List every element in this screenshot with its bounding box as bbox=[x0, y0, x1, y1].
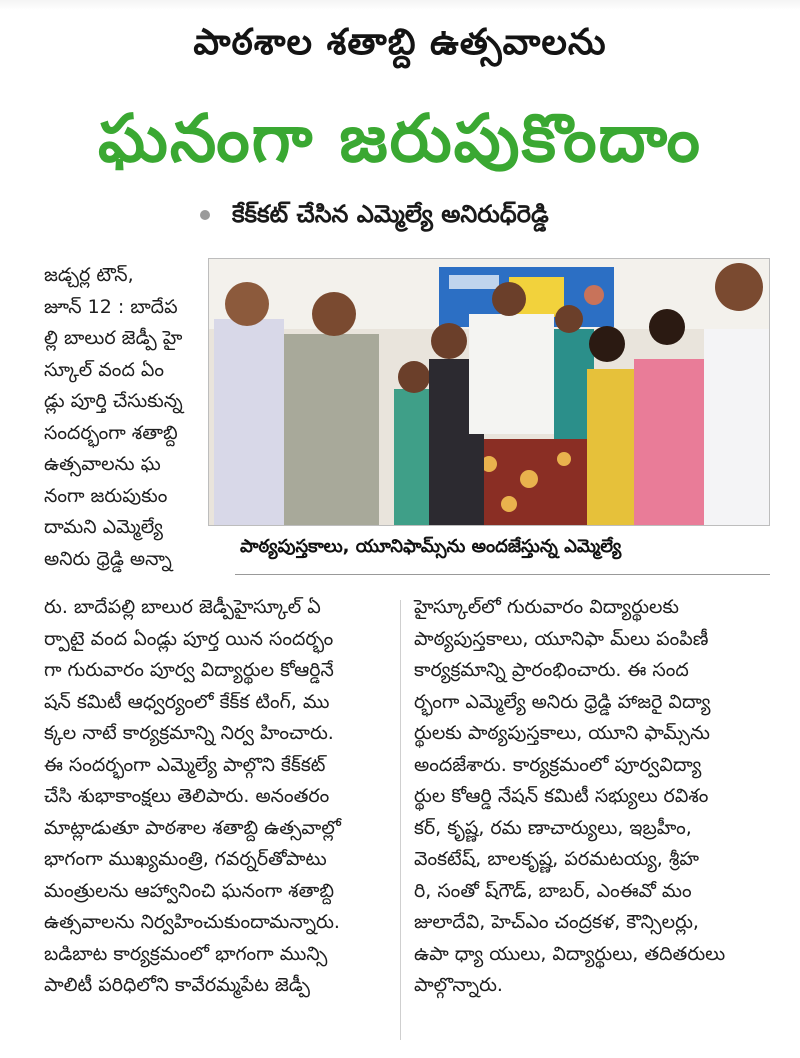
body-line: ఉత్సవాలను ఘ bbox=[44, 453, 161, 475]
body-line: కార్యక్రమాన్ని ప్రారంభించారు. ఈ సంద bbox=[414, 659, 689, 681]
body-line: చేసి శుభాకాంక్షలు తెలిపారు. అనంతరం bbox=[44, 785, 330, 807]
column-divider bbox=[400, 600, 401, 1040]
body-line: నంగా జరుపుకుం bbox=[44, 484, 168, 507]
subhead-text: కేక్‌కట్ చేసిన ఎమ్మెల్యే అనిరుధ్‌రెడ్డి bbox=[232, 200, 549, 228]
body-line: పాఠ్యపుస్తకాలు, యూనిఫా మ్‌లు పంపిణీ bbox=[414, 627, 709, 650]
body-line: ఉత్సవాలను నిర్వహించుకుందామన్నారు. bbox=[44, 911, 340, 933]
bullet-icon bbox=[200, 210, 210, 220]
body-line: ల్లి బాలుర జెడ్పీ హై bbox=[44, 327, 183, 349]
body-line: డ్లు పూర్తి చేసుకున్న bbox=[44, 390, 183, 412]
body-line: బడిబాట కార్యక్రమంలో భాగంగా మున్సి bbox=[44, 942, 328, 965]
body-line: వెంకటేష్, బాలకృష్ణ, పరమటయ్య, శ్రీహ bbox=[414, 848, 699, 870]
news-photo bbox=[208, 258, 770, 526]
body-line: హైస్కూల్‌లో గురువారం విద్యార్థులకు bbox=[414, 596, 680, 618]
body-line: ర్పాటై వంద ఏండ్లు పూర్త యిన సందర్భం bbox=[44, 627, 334, 650]
body-line: గా గురువారం పూర్వ విద్యార్థుల కోఆర్డినే bbox=[44, 659, 334, 681]
caption-rule bbox=[235, 574, 770, 575]
body-line: ఈ సందర్భంగా ఎమ్మెల్యే పాల్గొని కేక్‌కట్ bbox=[44, 753, 326, 776]
body-line: జడ్చర్ల టౌన్, bbox=[44, 264, 134, 286]
body-line: ర్భంగా ఎమ్మెల్యే అనిరు ధ్రెడ్డి హాజరై విద్యా bbox=[414, 690, 711, 713]
page-top-strip bbox=[0, 0, 800, 10]
body-line: పాల్గొన్నారు. bbox=[414, 974, 503, 996]
body-line: ర్థుల కోఆర్డి నేషన్ కమిటీ సభ్యులు రవిశం bbox=[414, 785, 709, 807]
body-line: స్కూల్ వంద ఏం bbox=[44, 358, 165, 381]
body-line: సందర్భంగా శతాబ్ది bbox=[44, 421, 178, 444]
article-headline: ఘనంగా జరుపుకొందాం bbox=[98, 100, 702, 177]
body-line: క్కల నాటే కార్యక్రమాన్ని నిర్వ హించారు. bbox=[44, 722, 334, 744]
body-line: భాగంగా ముఖ్యమంత్రి, గవర్నర్‌తోపాటు bbox=[44, 848, 327, 870]
body-line: ర్థులకు పాఠ్యపుస్తకాలు, యూని ఫామ్స్‌ను bbox=[414, 722, 711, 744]
photo-illustration bbox=[209, 259, 769, 525]
body-line: జూన్ 12 : బాదేప bbox=[44, 295, 178, 318]
body-line: అనిరు ధ్రెడ్డి అన్నా bbox=[44, 547, 172, 570]
article-subhead bbox=[200, 200, 549, 234]
body-line: రు. బాదేపల్లి బాలుర జెడ్పీహైస్కూల్ ఏ bbox=[44, 596, 321, 618]
body-line: మాట్లాడుతూ పాఠశాల శతాబ్ది ఉత్సవాల్లో bbox=[44, 816, 341, 839]
body-column-top bbox=[44, 260, 204, 575]
body-line: అందజేశారు. కార్యక్రమంలో పూర్వవిద్యా bbox=[414, 753, 702, 776]
body-column-right bbox=[414, 592, 774, 1002]
body-line: కర్, కృష్ణ, రమ ణాచార్యులు, ఇబ్రహీం, bbox=[414, 816, 692, 839]
body-line: దామని ఎమ్మెల్యే bbox=[44, 516, 163, 538]
body-line: పాలిటీ పరిధిలోని కావేరమ్మపేట జెడ్పీ bbox=[44, 974, 310, 996]
body-line: రి, సంతో ష్‌గౌడ్, బాబర్, ఎంఈవో మం bbox=[414, 879, 692, 902]
body-line: ఉపా ధ్యా యులు, విద్యార్థులు, తదితరులు bbox=[414, 942, 726, 965]
body-column-left bbox=[44, 592, 394, 1002]
body-line: మంత్రులను ఆహ్వానించి ఘనంగా శతాబ్ది bbox=[44, 879, 335, 902]
photo-caption: పాఠ్యపుస్తకాలు, యూనిఫామ్స్‌ను అందజేస్తున్న ఎమ్మెల్యే bbox=[240, 536, 622, 557]
body-line: షన్ కమిటీ ఆధ్వర్యంలో కేక్‌క టింగ్, ము bbox=[44, 690, 330, 713]
article-kicker: పాఠశాల శతాబ్ది ఉత్సవాలను bbox=[193, 22, 607, 63]
body-line: జులాదేవి, హెచ్‌ఎం చంద్రకళ, కౌన్సిలర్లు, bbox=[414, 911, 699, 933]
